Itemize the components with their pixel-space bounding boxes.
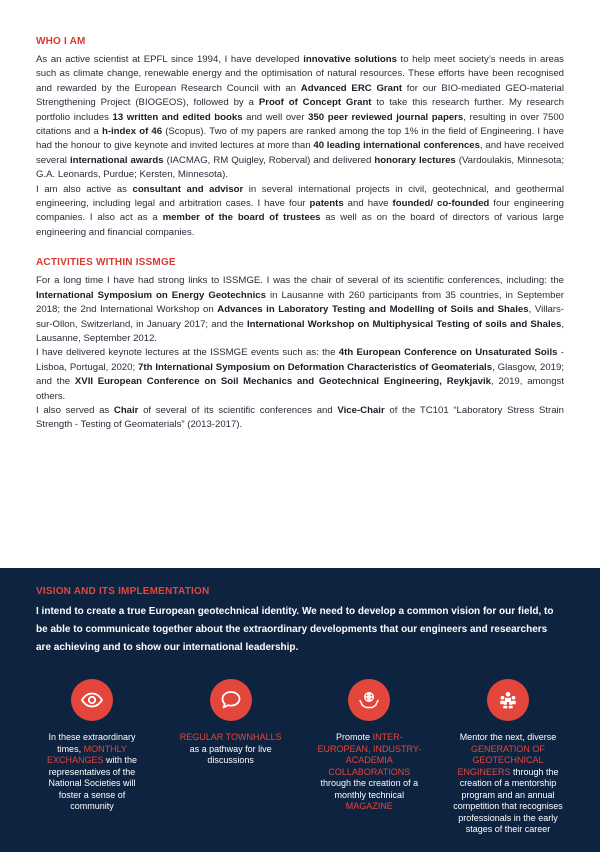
bold-text-run: Advanced ERC Grant xyxy=(300,82,403,94)
text-run: of several of its scientific conferences and xyxy=(138,404,338,416)
vision-intro: I intend to create a true European geotechnical identity. We need to develop a common vision for our field, to be able to communicate together about the extraordinary developments that our engineers and researchers are achieving and to show our international leadership. xyxy=(36,606,554,653)
bold-text-run: 7th International Symposium on Deformation Characteristics of Geomaterials xyxy=(138,361,493,373)
text-run: to take this research further. My research portfolio includes xyxy=(36,97,564,123)
who-i-am-heading: WHO I AM xyxy=(36,36,86,47)
text-run: I also served as xyxy=(36,404,114,416)
vision-columns xyxy=(36,679,564,836)
text-run: , Lausanne, September 2012. xyxy=(36,318,564,344)
text-run: to help meet society’s needs in areas such as climate change, renewable energy and the optimisation of natural resources. These efforts have been recognised and rewarded by the European Research Council with an xyxy=(36,54,564,94)
text-run: in several international projects in civil, geotechnical, and geothermal engineering, including legal and arbitration cases. I have four xyxy=(36,183,564,210)
vision-column-exchanges xyxy=(36,679,148,836)
text-run: four engineering companies. I also act as a xyxy=(36,198,564,224)
text-run: and have xyxy=(343,198,393,210)
text-run: , Glasgow, 2019; and the xyxy=(36,361,564,388)
vision-section xyxy=(0,568,600,852)
bold-text-run: 4th European Conference on Unsaturated Soils xyxy=(338,347,558,359)
text-run: Promote xyxy=(336,732,373,742)
vision-heading: VISION AND ITS IMPLEMENTATION xyxy=(36,586,210,597)
highlight-text-run: INTER-EUROPEAN, INDUSTRY-ACADEMIA COLLABORATIONS xyxy=(317,732,422,777)
text-run: , resulting in over 7500 citations and a xyxy=(36,111,565,138)
vision-column-text xyxy=(313,732,425,813)
activities-heading: ACTIVITIES WITHIN ISSMGE xyxy=(36,257,176,269)
vision-column-collaborations xyxy=(313,679,425,836)
text-run: (Vardoulakis, Minnesota; G.A. Leonards, Purdue; Kersten, Minnesota). xyxy=(36,154,565,181)
bold-text-run: member of the board of trustees xyxy=(162,212,321,224)
bold-text-run: 13 written and edited books xyxy=(112,111,243,123)
bold-text-run: consultant and advisor xyxy=(132,183,244,195)
group-people-icon xyxy=(487,679,529,721)
text-run: of the TC101 “Laboratory Stress Strain Strength - Testing of Geomaterials” (2013-2017). xyxy=(36,404,565,431)
bold-text-run: international awards xyxy=(69,154,164,166)
vision-column-text xyxy=(175,732,287,767)
who-i-am-paragraph-1 xyxy=(36,53,564,183)
activities-paragraph-1 xyxy=(36,274,564,346)
text-run: (IACMAG, RM Quigley, Roberval) and delivered xyxy=(163,154,375,166)
text-run: Mentor the next, diverse xyxy=(459,732,557,742)
highlight-text-run: GENERATION OF GEOTECHNICAL ENGINEERS xyxy=(457,743,545,777)
bold-text-run: innovative solutions xyxy=(303,54,397,65)
text-run: (Scopus). Two of my papers are ranked among the top 1% in the field of Engineering. I have had the honour to give keynote and invited lectures at more than xyxy=(36,126,564,152)
text-run: As an active scientist at EPFL since 1994, I have developed xyxy=(36,54,304,65)
text-run: , and have received several xyxy=(36,140,564,166)
highlight-text-run: MAGAZINE xyxy=(345,801,393,811)
bold-text-run: founded/ co-founded xyxy=(392,198,490,210)
bold-text-run: 350 peer reviewed journal papers xyxy=(308,111,464,123)
bold-text-run: h-index of 46 xyxy=(101,126,163,138)
text-run: for our BIO-mediated GEO-material Strengthening Project (BIOGEOS), followed by a xyxy=(36,82,564,109)
text-run: For a long time I have had strong links to ISSMGE. I was the chair of several of its scientific conferences, including: the xyxy=(36,275,564,287)
text-run: with the representatives of the National Societies will foster a sense of community xyxy=(48,755,138,811)
bold-text-run: patents xyxy=(309,198,344,210)
text-run: - Lisboa, Portugal, 2020; xyxy=(36,347,564,373)
text-run: as well as on the board of directors of various large engineering and financial companies. xyxy=(36,212,564,238)
eye-icon xyxy=(71,679,113,721)
text-run: I have delivered keynote lectures at the ISSMGE events such as: the xyxy=(36,347,339,359)
vision-column-text xyxy=(452,732,564,836)
text-run: through the creation of a mentorship program and an annual competition that recognises professionals in the early stages of their career xyxy=(453,766,563,834)
text-run: , 2019, amongst others. xyxy=(36,376,564,402)
text-run: In these extraordinary times, xyxy=(48,732,136,754)
highlight-text-run: MONTHLY EXCHANGES xyxy=(46,743,127,765)
bold-text-run: International Symposium on Energy Geotechnics xyxy=(36,289,266,301)
bold-text-run: Proof of Concept Grant xyxy=(258,97,372,109)
text-run: through the creation of a monthly technical xyxy=(320,778,419,800)
highlight-text-run: REGULAR TOWNHALLS xyxy=(179,732,282,742)
activities-paragraph-2 xyxy=(36,346,564,404)
who-i-am-section xyxy=(36,36,564,240)
activities-paragraph-3 xyxy=(36,404,564,433)
text-run: , Villars-sur-Ollon, Switzerland, in January 2017; and the xyxy=(36,304,564,330)
hands-globe-icon xyxy=(348,679,390,721)
vision-column-townhalls xyxy=(175,679,287,836)
text-run: in Lausanne with 260 participants from 35 countries, in September 2018; the 2nd International Workshop on xyxy=(36,289,564,316)
activities-section xyxy=(36,257,564,432)
bold-text-run: honorary lectures xyxy=(374,154,456,166)
vision-column-mentorship xyxy=(452,679,564,836)
speech-bubble-icon xyxy=(210,679,252,721)
bold-text-run: International Workshop on Multiphysical Testing of soils and Shales xyxy=(246,318,562,330)
text-run: I am also active as xyxy=(36,183,133,195)
bold-text-run: Advances in Laboratory Testing and Modelling of Soils and Shales xyxy=(217,304,529,316)
bold-text-run: Vice-Chair xyxy=(337,404,385,416)
text-run: as a pathway for live discussions xyxy=(189,743,272,765)
bold-text-run: 40 leading international conferences xyxy=(313,140,480,152)
text-run: and well over xyxy=(242,111,309,123)
bold-text-run: Chair xyxy=(113,404,139,416)
bold-text-run: XVII European Conference on Soil Mechanics and Geotechnical Engineering, Reykjavik xyxy=(74,376,491,388)
who-i-am-paragraph-2 xyxy=(36,183,564,241)
vision-column-text xyxy=(36,732,148,813)
